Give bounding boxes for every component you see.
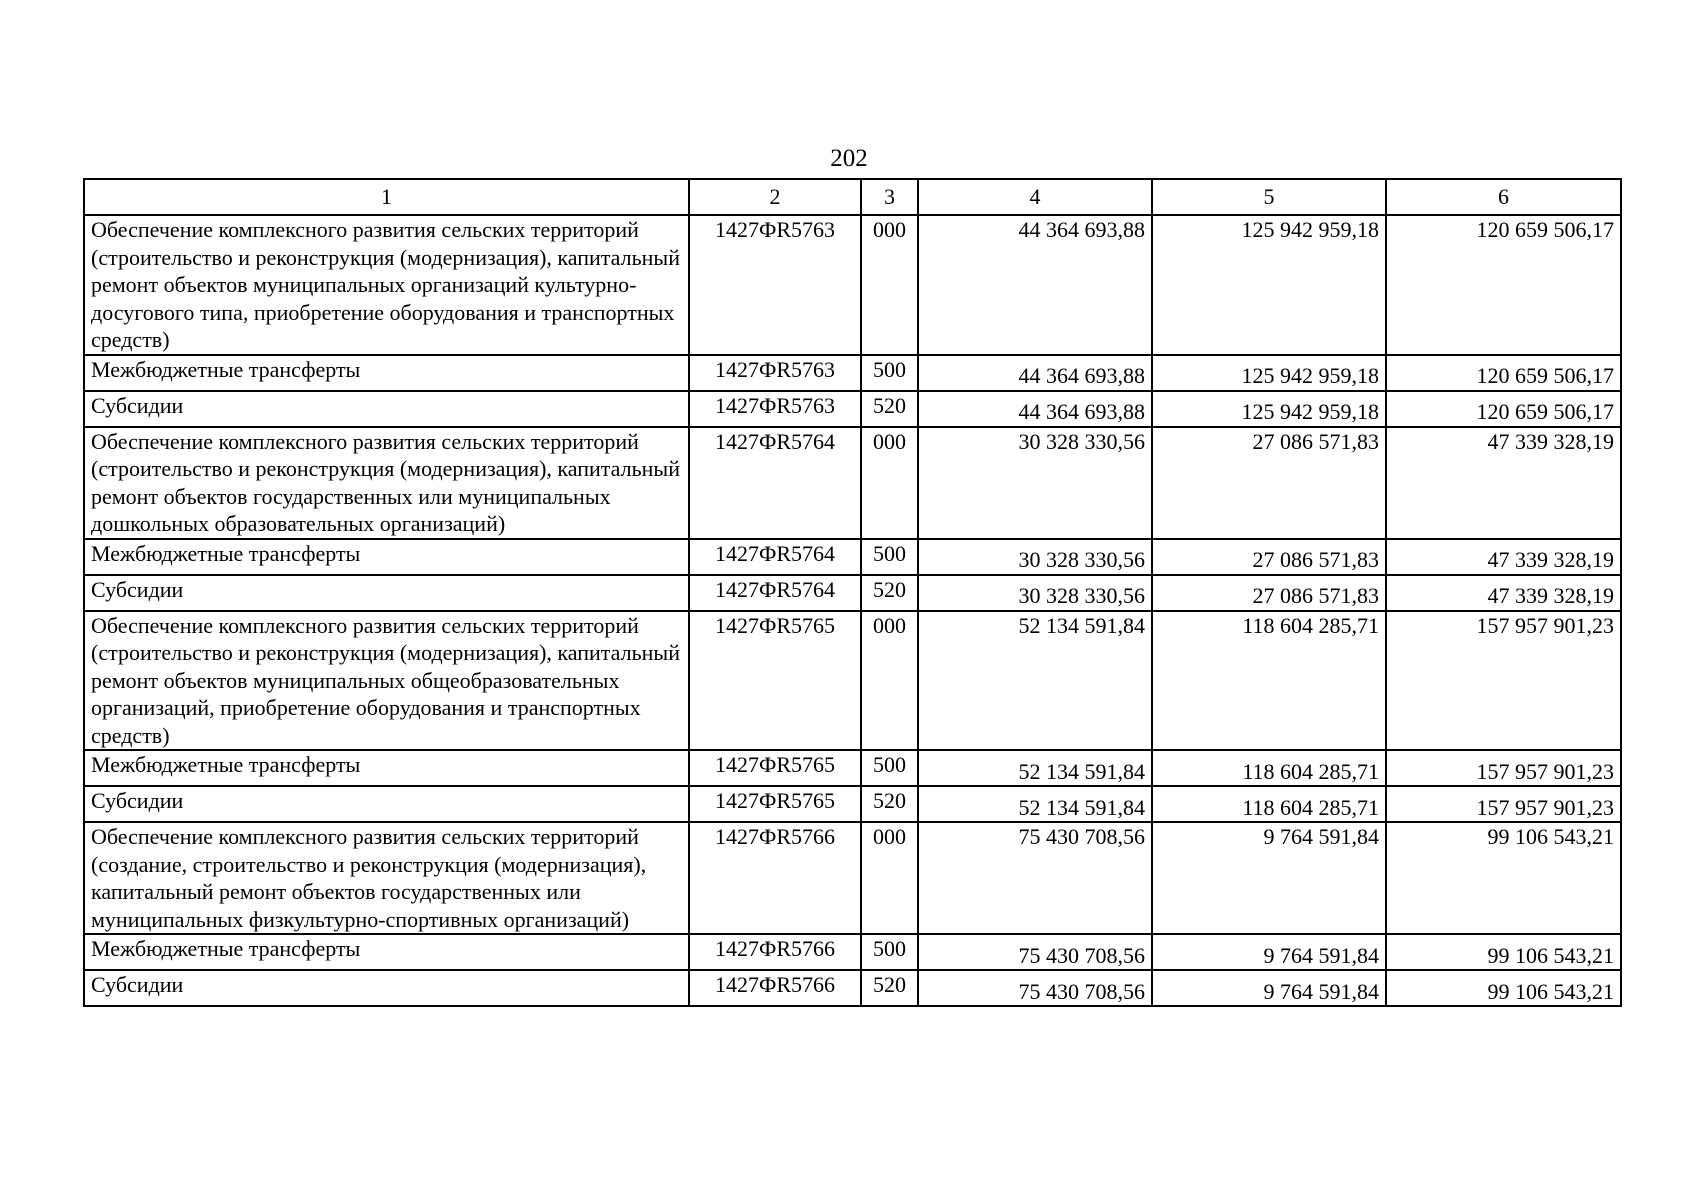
table-row — [84, 427, 1621, 539]
row-value-4: 44 364 693,88 — [918, 391, 1152, 427]
column-header: 2 — [689, 179, 861, 215]
row-kind: 500 — [861, 750, 918, 786]
column-header: 6 — [1386, 179, 1621, 215]
column-header: 5 — [1152, 179, 1386, 215]
row-value-6: 157 957 901,23 — [1386, 611, 1621, 751]
row-value-6: 120 659 506,17 — [1386, 391, 1621, 427]
row-value-6: 47 339 328,19 — [1386, 539, 1621, 575]
row-name: Субсидии — [84, 970, 689, 1006]
row-value-6: 120 659 506,17 — [1386, 215, 1621, 355]
table-row — [84, 822, 1621, 934]
table-row — [84, 750, 1621, 786]
row-kind: 500 — [861, 355, 918, 391]
row-code: 1427ФR5766 — [689, 934, 861, 970]
row-value-4: 52 134 591,84 — [918, 750, 1152, 786]
row-value-4: 75 430 708,56 — [918, 934, 1152, 970]
row-value-4: 75 430 708,56 — [918, 970, 1152, 1006]
row-name: Обеспечение комплексного развития сельских территорий (создание, строительство и реконструкция (модернизация), капитальный ремонт объектов государственных или муниципальных физкультурно-спортивных организаций) — [84, 822, 689, 934]
table-row — [84, 539, 1621, 575]
row-value-5: 27 086 571,83 — [1152, 575, 1386, 611]
row-name: Межбюджетные трансферты — [84, 539, 689, 575]
row-kind: 000 — [861, 822, 918, 934]
row-value-6: 157 957 901,23 — [1386, 786, 1621, 822]
table-row — [84, 786, 1621, 822]
row-value-5: 118 604 285,71 — [1152, 611, 1386, 751]
row-name: Межбюджетные трансферты — [84, 355, 689, 391]
row-value-5: 118 604 285,71 — [1152, 786, 1386, 822]
row-kind: 500 — [861, 934, 918, 970]
table-row — [84, 355, 1621, 391]
row-value-4: 52 134 591,84 — [918, 786, 1152, 822]
budget-table — [83, 178, 1622, 1007]
row-kind: 520 — [861, 786, 918, 822]
row-kind: 520 — [861, 970, 918, 1006]
row-kind: 000 — [861, 611, 918, 751]
row-value-4: 30 328 330,56 — [918, 427, 1152, 539]
table-row — [84, 575, 1621, 611]
row-code: 1427ФR5765 — [689, 786, 861, 822]
row-kind: 000 — [861, 215, 918, 355]
row-value-4: 75 430 708,56 — [918, 822, 1152, 934]
row-value-6: 157 957 901,23 — [1386, 750, 1621, 786]
row-value-5: 9 764 591,84 — [1152, 970, 1386, 1006]
row-value-4: 30 328 330,56 — [918, 539, 1152, 575]
table-row — [84, 970, 1621, 1006]
page-number: 202 — [830, 145, 868, 172]
row-value-6: 120 659 506,17 — [1386, 355, 1621, 391]
header-row — [84, 179, 1621, 215]
row-value-4: 52 134 591,84 — [918, 611, 1152, 751]
row-value-5: 125 942 959,18 — [1152, 391, 1386, 427]
row-name: Субсидии — [84, 575, 689, 611]
row-code: 1427ФR5764 — [689, 427, 861, 539]
row-kind: 520 — [861, 575, 918, 611]
row-code: 1427ФR5763 — [689, 391, 861, 427]
row-code: 1427ФR5763 — [689, 355, 861, 391]
row-code: 1427ФR5764 — [689, 575, 861, 611]
row-name: Межбюджетные трансферты — [84, 750, 689, 786]
row-kind: 500 — [861, 539, 918, 575]
row-value-5: 125 942 959,18 — [1152, 215, 1386, 355]
row-value-5: 125 942 959,18 — [1152, 355, 1386, 391]
row-value-4: 30 328 330,56 — [918, 575, 1152, 611]
row-value-6: 47 339 328,19 — [1386, 427, 1621, 539]
table-row — [84, 934, 1621, 970]
row-name: Межбюджетные трансферты — [84, 934, 689, 970]
row-code: 1427ФR5763 — [689, 215, 861, 355]
row-value-6: 47 339 328,19 — [1386, 575, 1621, 611]
row-value-5: 27 086 571,83 — [1152, 539, 1386, 575]
row-name: Обеспечение комплексного развития сельских территорий (строительство и реконструкция (модернизация), капитальный ремонт объектов муниципальных общеобразовательных организаций, приобретение оборудования и транспортных средств) — [84, 611, 689, 751]
row-kind: 520 — [861, 391, 918, 427]
column-header: 1 — [84, 179, 689, 215]
column-header: 3 — [861, 179, 918, 215]
row-value-6: 99 106 543,21 — [1386, 970, 1621, 1006]
row-value-4: 44 364 693,88 — [918, 355, 1152, 391]
row-value-6: 99 106 543,21 — [1386, 822, 1621, 934]
row-code: 1427ФR5765 — [689, 611, 861, 751]
row-code: 1427ФR5765 — [689, 750, 861, 786]
row-value-5: 9 764 591,84 — [1152, 822, 1386, 934]
row-code: 1427ФR5764 — [689, 539, 861, 575]
row-value-5: 27 086 571,83 — [1152, 427, 1386, 539]
row-value-5: 9 764 591,84 — [1152, 934, 1386, 970]
row-name: Субсидии — [84, 391, 689, 427]
row-code: 1427ФR5766 — [689, 822, 861, 934]
table-row — [84, 611, 1621, 751]
row-value-6: 99 106 543,21 — [1386, 934, 1621, 970]
row-name: Обеспечение комплексного развития сельских территорий (строительство и реконструкция (модернизация), капитальный ремонт объектов муниципальных организаций культурно-досугового типа, приобретение оборудования и транспортных средств) — [84, 215, 689, 355]
row-value-4: 44 364 693,88 — [918, 215, 1152, 355]
row-kind: 000 — [861, 427, 918, 539]
table-row — [84, 215, 1621, 355]
row-name: Обеспечение комплексного развития сельских территорий (строительство и реконструкция (модернизация), капитальный ремонт объектов государственных или муниципальных дошкольных образовательных организаций) — [84, 427, 689, 539]
column-header: 4 — [918, 179, 1152, 215]
row-name: Субсидии — [84, 786, 689, 822]
table-row — [84, 391, 1621, 427]
row-value-5: 118 604 285,71 — [1152, 750, 1386, 786]
row-code: 1427ФR5766 — [689, 970, 861, 1006]
